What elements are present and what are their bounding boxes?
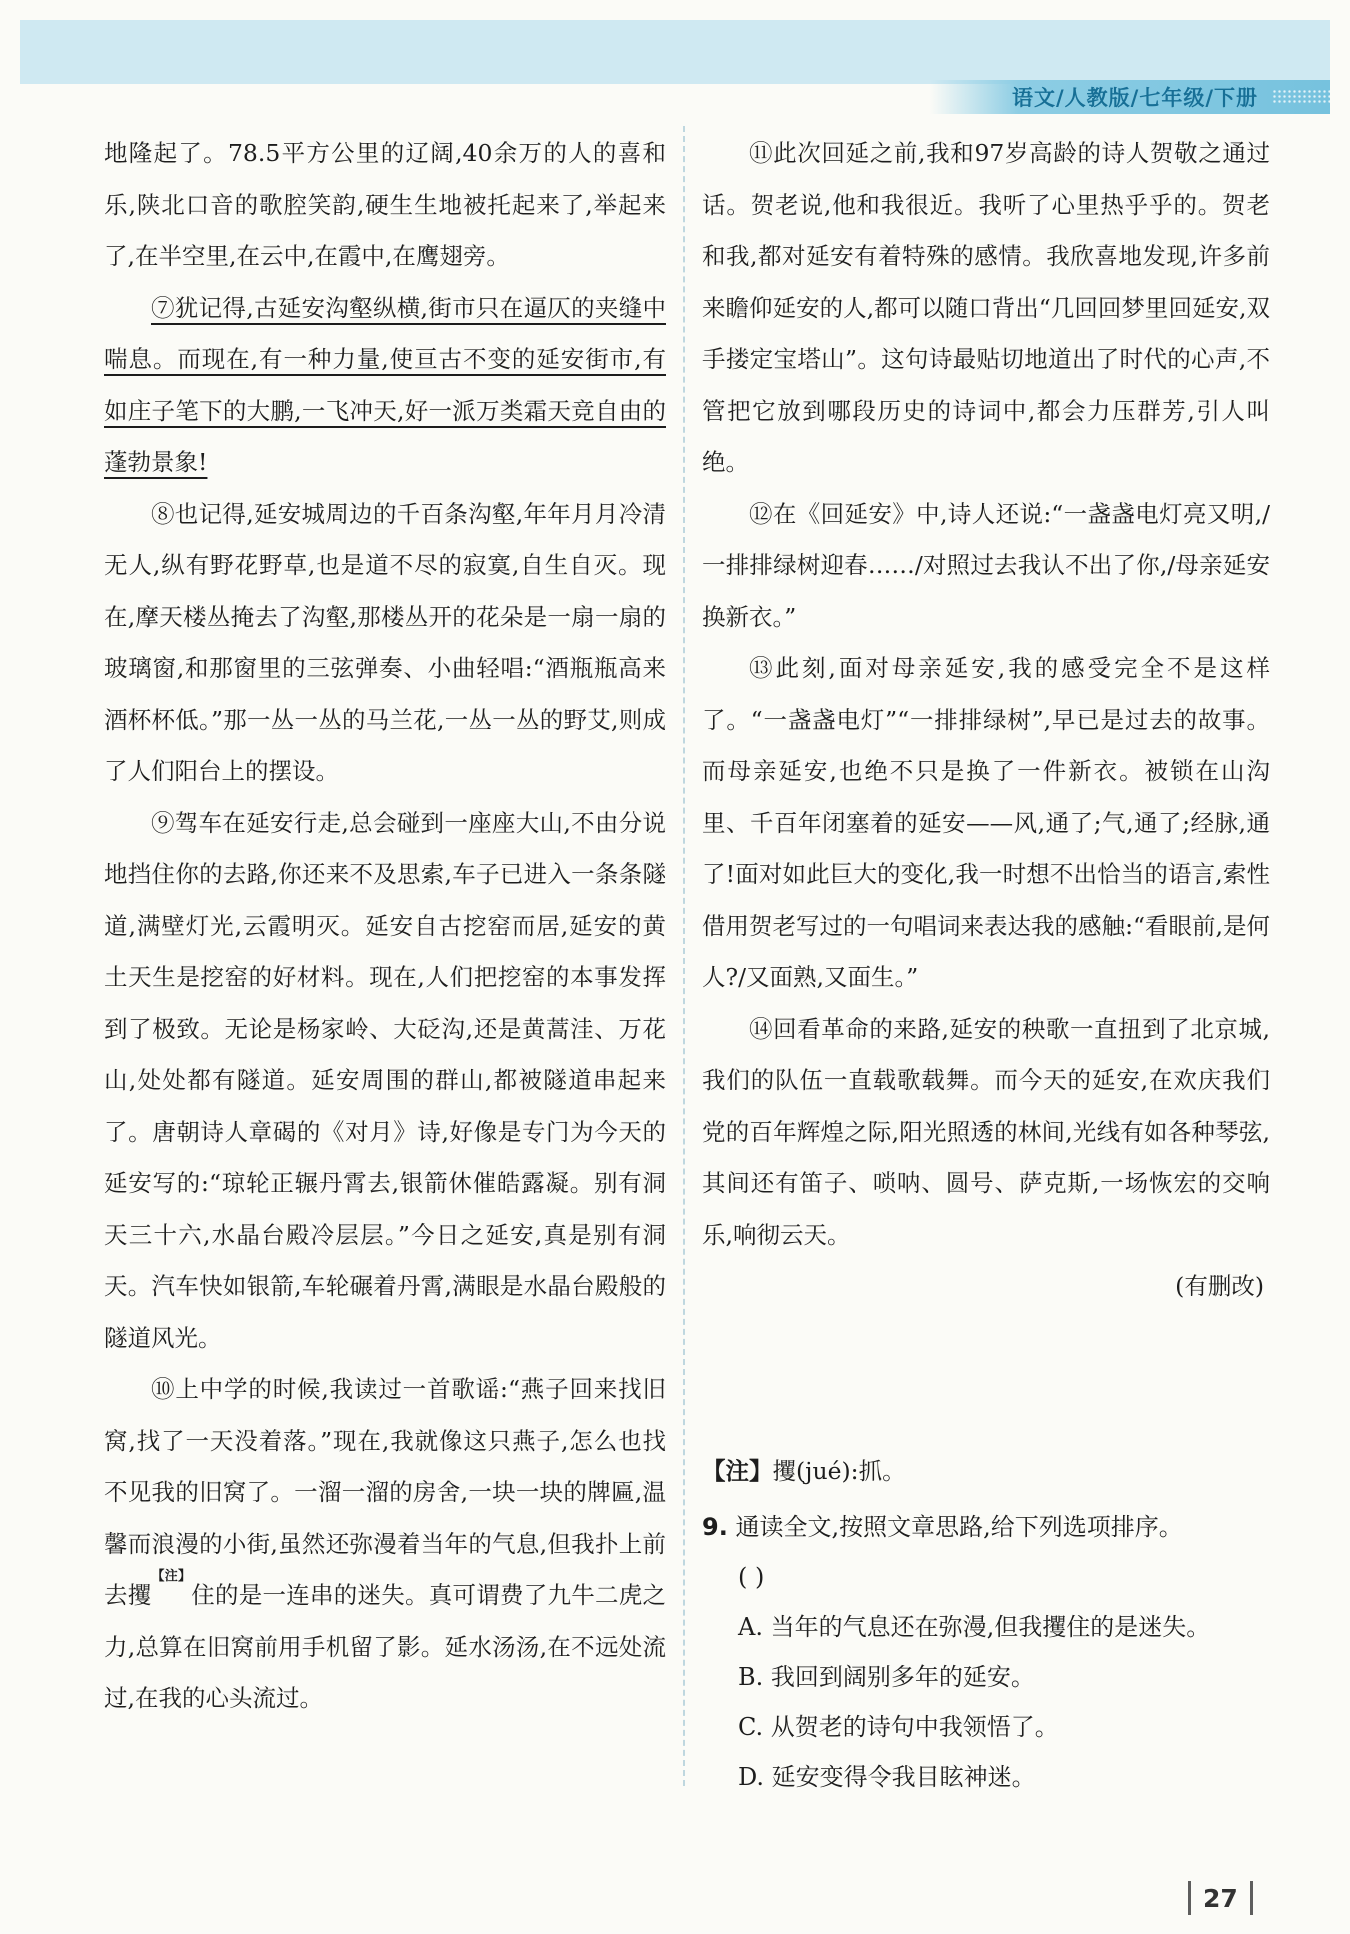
paragraph-7 [104, 283, 666, 489]
footnote-label: 【注】 [702, 1457, 773, 1485]
question-number: 9. [702, 1513, 728, 1541]
paragraph-11: ⑪此次回延之前,我和97岁高龄的诗人贺敬之通过话。贺老说,他和我很近。我听了心里热乎乎的。贺老和我,都对延安有着特殊的感情。我欣喜地发现,许多前来瞻仰延安的人,都可以随口背出“几回回梦里回延安,双手搂定宝塔山”。这句诗最贴切地道出了时代的心声,不管把它放到哪段历史的诗词中,都会力压群芳,引人叫绝。 [702, 139, 1270, 476]
answer-blank[interactable]: ( ) [738, 1563, 765, 1591]
top-color-band [20, 20, 1330, 84]
footnote-text: 攫(jué):抓。 [772, 1457, 906, 1485]
paragraph-8: ⑧也记得,延安城周边的千百条沟壑,年年月月冷清无人,纵有野花野草,也是道不尽的寂寞,自生自灭。现在,摩天楼丛掩去了沟壑,那楼丛开的花朵是一扇一扇的玻璃窗,和那窗里的三弦弹奏、小曲轻唱:“酒瓶瓶高来酒杯杯低。”那一丛一丛的马兰花,一丛一丛的野艾,则成了人们阳台上的摆设。 [104, 499, 666, 785]
book-series-title: 语文/人教版/七年级/下册 [1012, 86, 1259, 110]
question-9 [702, 1502, 1282, 1802]
paragraph-13: ⑬此刻,面对母亲延安,我的感受完全不是这样了。“一盏盏电灯”“一排排绿树”,早已是过去的故事。而母亲延安,也绝不只是换了一件新衣。被锁在山沟里、千百年闭塞着的延安——风,通了;气,通了;经脉,通了!面对如此巨大的变化,我一时想不出恰当的语言,索性借用贺老写过的一句唱词来表达我的感触:“看眼前,是何人?/又面熟,又面生。” [702, 654, 1270, 991]
page-number: 27 [1203, 1883, 1238, 1913]
option-a: A. 当年的气息还在弥漫,但我攫住的是迷失。 [738, 1613, 1211, 1641]
page-number-bar-right [1250, 1881, 1253, 1915]
page-number-area [1188, 1878, 1253, 1918]
option-list [702, 1602, 1282, 1802]
paragraph-6-continued: 地隆起了。78.5平方公里的辽阔,40余万的人的喜和乐,陕北口音的歌腔笑韵,硬生生地被托起来了,举起来了,在半空里,在云中,在霞中,在鹰翅旁。 [104, 139, 666, 270]
right-column [702, 128, 1270, 1313]
footnote [702, 1452, 906, 1486]
paragraph-10-part-2: 住的是一连串的迷失。真可谓费了九牛二虎之力,总算在旧窝前用手机留了影。延水汤汤,在不远处流过,在我的心头流过。 [104, 1581, 666, 1712]
option-d: D. 延安变得令我目眩神迷。 [738, 1763, 1036, 1791]
left-column [104, 128, 666, 1725]
header-dot-pattern [1272, 89, 1330, 105]
paragraph-9: ⑨驾车在延安行走,总会碰到一座座大山,不由分说地挡住你的去路,你还来不及思索,车子已进入一条条隧道,满壁灯光,云霞明灭。延安自古挖窑而居,延安的黄土天生是挖窑的好材料。现在,人们把挖窑的本事发挥到了极致。无论是杨家岭、大砭沟,还是黄蒿洼、万花山,处处都有隧道。延安周围的群山,都被隧道串起来了。唐朝诗人章碣的《对月》诗,好像是专门为今天的延安写的:“琼轮正辗丹霄去,银箭休催皓露凝。别有洞天三十六,水晶台殿冷层层。”今日之延安,真是别有洞天。汽车快如银箭,车轮碾着丹霄,满眼是水晶台殿般的隧道风光。 [104, 808, 666, 1352]
paragraph-14: ⑭回看革命的来路,延安的秧歌一直扭到了北京城,我们的队伍一直载歌载舞。而今天的延安,在欢庆我们党的百年辉煌之际,阳光照透的林间,光线有如各种琴弦,其间还有笛子、唢呐、圆号、萨克斯,一场恢宏的交响乐,响彻云天。 [702, 1014, 1270, 1249]
option-b: B. 我回到阔别多年的延安。 [738, 1663, 1035, 1691]
footnote-marker: 【注】 [151, 1569, 192, 1584]
page-number-bar-left [1188, 1881, 1191, 1915]
question-text: 通读全文,按照文章思路,给下列选项排序。 [735, 1513, 1183, 1541]
paragraph-10-part-1: ⑩上中学的时候,我读过一首歌谣:“燕子回来找旧窝,找了一天没着落。”现在,我就像这只燕子,怎么也找不见我的旧窝了。一溜一溜的房舍,一块一块的牌匾,温馨而浪漫的小街,虽然还弥漫着当年的气息,但我扑上前去攫 [104, 1375, 666, 1609]
underlined-sentence: ⑦犹记得,古延安沟壑纵横,街市只在逼仄的夹缝中喘息。而现在,有一种力量,使亘古不变的延安街市,有如庄子笔下的大鹏,一飞冲天,好一派万类霜天竞自由的蓬勃景象! [104, 293, 666, 476]
paragraph-10 [104, 1364, 666, 1725]
header-bar [930, 80, 1330, 114]
source-note: (有删改) [1175, 1272, 1264, 1300]
option-c: C. 从贺老的诗句中我领悟了。 [738, 1713, 1059, 1741]
column-divider [683, 126, 685, 1786]
paragraph-12: ⑫在《回延安》中,诗人还说:“一盏盏电灯亮又明,/一排排绿树迎春……/对照过去我认不出了你,/母亲延安换新衣。” [702, 499, 1270, 631]
question-prompt [702, 1502, 1282, 1552]
